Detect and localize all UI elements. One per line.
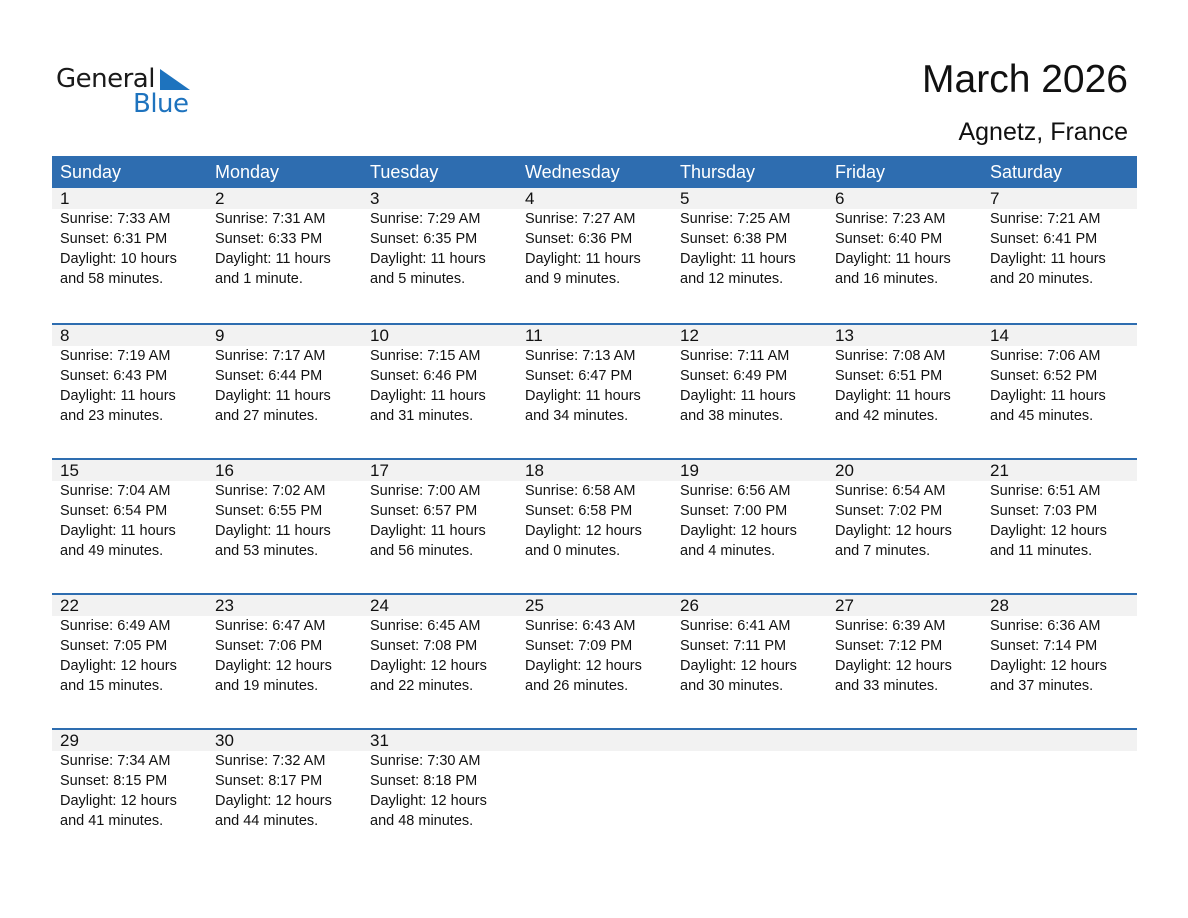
daylight-hours: Daylight: 10 hours bbox=[60, 251, 177, 267]
week-cells bbox=[52, 188, 1137, 289]
daylight-minutes: and 4 minutes. bbox=[680, 543, 776, 559]
daylight-hours: Daylight: 12 hours bbox=[370, 658, 487, 674]
daylight-hours: Daylight: 11 hours bbox=[215, 388, 331, 404]
sunset-time: Sunset: 6:57 PM bbox=[370, 503, 478, 519]
daylight-minutes: and 37 minutes. bbox=[990, 678, 1094, 694]
week-row bbox=[52, 728, 1137, 863]
daylight-hours: Daylight: 11 hours bbox=[370, 251, 486, 267]
sunset-time: Sunset: 7:09 PM bbox=[525, 638, 633, 654]
daylight-minutes: and 30 minutes. bbox=[680, 678, 784, 694]
sunset-time: Sunset: 6:47 PM bbox=[525, 368, 633, 384]
page-title: March 2026 bbox=[922, 58, 1128, 101]
sunrise-time: Sunrise: 6:49 AM bbox=[60, 618, 171, 634]
day-number: 19 bbox=[680, 461, 699, 480]
daylight-minutes: and 23 minutes. bbox=[60, 408, 164, 424]
day-cell bbox=[362, 595, 517, 696]
sunset-time: Sunset: 6:49 PM bbox=[680, 368, 788, 384]
daylight-hours: Daylight: 11 hours bbox=[215, 523, 331, 539]
daylight-minutes: and 12 minutes. bbox=[680, 271, 784, 287]
day-number: 9 bbox=[215, 326, 225, 345]
day-number: 2 bbox=[215, 189, 225, 208]
sunrise-time: Sunrise: 7:19 AM bbox=[60, 348, 171, 364]
daylight-hours: Daylight: 12 hours bbox=[215, 793, 332, 809]
day-cell bbox=[362, 730, 517, 831]
day-cell bbox=[672, 595, 827, 696]
sunrise-time: Sunrise: 6:36 AM bbox=[990, 618, 1101, 634]
sunset-time: Sunset: 6:33 PM bbox=[215, 231, 323, 247]
sunrise-time: Sunrise: 6:56 AM bbox=[680, 483, 791, 499]
day-number: 25 bbox=[525, 596, 544, 615]
sunset-time: Sunset: 6:51 PM bbox=[835, 368, 943, 384]
day-cell bbox=[672, 730, 827, 831]
sunset-time: Sunset: 6:41 PM bbox=[990, 231, 1098, 247]
daylight-hours: Daylight: 12 hours bbox=[680, 523, 797, 539]
day-cell bbox=[982, 460, 1137, 561]
week-row bbox=[52, 188, 1137, 323]
week-row bbox=[52, 323, 1137, 458]
day-cell bbox=[517, 595, 672, 696]
day-number: 23 bbox=[215, 596, 234, 615]
daylight-minutes: and 0 minutes. bbox=[525, 543, 621, 559]
day-number bbox=[680, 730, 827, 751]
day-cell bbox=[517, 730, 672, 831]
day-number bbox=[835, 730, 982, 751]
logo-triangle-icon bbox=[160, 69, 190, 90]
day-cell bbox=[827, 460, 982, 561]
day-cell bbox=[207, 460, 362, 561]
daylight-hours: Daylight: 12 hours bbox=[370, 793, 487, 809]
daylight-hours: Daylight: 12 hours bbox=[215, 658, 332, 674]
sunrise-time: Sunrise: 7:00 AM bbox=[370, 483, 481, 499]
day-cell bbox=[982, 730, 1137, 831]
day-number: 13 bbox=[835, 326, 854, 345]
week-row bbox=[52, 458, 1137, 593]
weekday-header-monday: Monday bbox=[215, 162, 280, 182]
day-number: 24 bbox=[370, 596, 389, 615]
day-number: 8 bbox=[60, 326, 70, 345]
sunset-time: Sunset: 7:11 PM bbox=[680, 638, 787, 654]
daylight-minutes: and 5 minutes. bbox=[370, 271, 466, 287]
logo-text-blue: Blue bbox=[133, 89, 189, 119]
sunrise-time: Sunrise: 7:30 AM bbox=[370, 753, 481, 769]
sunrise-time: Sunrise: 6:58 AM bbox=[525, 483, 636, 499]
daylight-minutes: and 19 minutes. bbox=[215, 678, 319, 694]
sunset-time: Sunset: 6:52 PM bbox=[990, 368, 1098, 384]
daylight-minutes: and 31 minutes. bbox=[370, 408, 474, 424]
sunrise-time: Sunrise: 7:21 AM bbox=[990, 211, 1101, 227]
daylight-minutes: and 26 minutes. bbox=[525, 678, 629, 694]
daylight-hours: Daylight: 11 hours bbox=[835, 251, 951, 267]
day-cell bbox=[362, 188, 517, 289]
day-number: 28 bbox=[990, 596, 1009, 615]
sunset-time: Sunset: 7:14 PM bbox=[990, 638, 1098, 654]
sunrise-time: Sunrise: 6:51 AM bbox=[990, 483, 1101, 499]
day-number: 15 bbox=[60, 461, 79, 480]
sunrise-time: Sunrise: 7:08 AM bbox=[835, 348, 946, 364]
sunset-time: Sunset: 6:35 PM bbox=[370, 231, 478, 247]
day-cell bbox=[982, 188, 1137, 289]
day-cell bbox=[52, 325, 207, 426]
daylight-minutes: and 27 minutes. bbox=[215, 408, 319, 424]
daylight-minutes: and 33 minutes. bbox=[835, 678, 939, 694]
day-cell bbox=[52, 595, 207, 696]
daylight-minutes: and 41 minutes. bbox=[60, 813, 164, 829]
daylight-minutes: and 11 minutes. bbox=[990, 543, 1093, 559]
weekday-header-tuesday: Tuesday bbox=[370, 162, 439, 182]
calendar-grid bbox=[52, 156, 1137, 863]
daylight-minutes: and 56 minutes. bbox=[370, 543, 474, 559]
sunrise-time: Sunrise: 7:33 AM bbox=[60, 211, 171, 227]
sunset-time: Sunset: 6:31 PM bbox=[60, 231, 168, 247]
weekday-header-row bbox=[52, 156, 1137, 188]
general-blue-logo bbox=[56, 64, 196, 120]
sunset-time: Sunset: 8:17 PM bbox=[215, 773, 323, 789]
sunrise-time: Sunrise: 6:41 AM bbox=[680, 618, 791, 634]
weeks-container bbox=[52, 188, 1137, 863]
daylight-hours: Daylight: 11 hours bbox=[60, 523, 176, 539]
sunrise-time: Sunrise: 7:13 AM bbox=[525, 348, 636, 364]
sunrise-time: Sunrise: 7:17 AM bbox=[215, 348, 326, 364]
day-cell bbox=[827, 188, 982, 289]
weekday-header-thursday: Thursday bbox=[680, 162, 756, 182]
daylight-minutes: and 38 minutes. bbox=[680, 408, 784, 424]
sunset-time: Sunset: 6:40 PM bbox=[835, 231, 943, 247]
daylight-hours: Daylight: 11 hours bbox=[990, 251, 1106, 267]
day-number: 20 bbox=[835, 461, 854, 480]
day-number: 4 bbox=[525, 189, 535, 208]
sunset-time: Sunset: 7:02 PM bbox=[835, 503, 943, 519]
week-cells bbox=[52, 595, 1137, 696]
day-number: 21 bbox=[990, 461, 1009, 480]
daylight-hours: Daylight: 12 hours bbox=[990, 658, 1107, 674]
day-cell bbox=[207, 730, 362, 831]
sunrise-time: Sunrise: 7:32 AM bbox=[215, 753, 326, 769]
sunrise-time: Sunrise: 7:23 AM bbox=[835, 211, 946, 227]
day-number: 10 bbox=[370, 326, 389, 345]
day-cell bbox=[517, 188, 672, 289]
daylight-minutes: and 48 minutes. bbox=[370, 813, 474, 829]
sunrise-time: Sunrise: 7:11 AM bbox=[680, 348, 790, 364]
day-cell bbox=[52, 188, 207, 289]
weekday-header-saturday: Saturday bbox=[990, 162, 1063, 182]
day-number bbox=[525, 730, 672, 751]
day-cell bbox=[672, 325, 827, 426]
daylight-hours: Daylight: 11 hours bbox=[370, 388, 486, 404]
day-cell bbox=[982, 325, 1137, 426]
daylight-hours: Daylight: 11 hours bbox=[990, 388, 1106, 404]
day-number: 22 bbox=[60, 596, 79, 615]
daylight-minutes: and 44 minutes. bbox=[215, 813, 319, 829]
day-number: 26 bbox=[680, 596, 699, 615]
weekday-header-friday: Friday bbox=[835, 162, 886, 182]
day-number: 16 bbox=[215, 461, 234, 480]
day-cell bbox=[517, 325, 672, 426]
day-number: 5 bbox=[680, 189, 690, 208]
daylight-hours: Daylight: 11 hours bbox=[680, 251, 796, 267]
day-number: 1 bbox=[60, 189, 70, 208]
sunset-time: Sunset: 7:08 PM bbox=[370, 638, 478, 654]
week-cells bbox=[52, 460, 1137, 561]
daylight-minutes: and 9 minutes. bbox=[525, 271, 621, 287]
day-number: 12 bbox=[680, 326, 699, 345]
sunset-time: Sunset: 6:44 PM bbox=[215, 368, 323, 384]
day-cell bbox=[672, 460, 827, 561]
sunset-time: Sunset: 7:05 PM bbox=[60, 638, 168, 654]
weekday-header-wednesday: Wednesday bbox=[525, 162, 620, 182]
daylight-hours: Daylight: 12 hours bbox=[835, 658, 952, 674]
sunrise-time: Sunrise: 7:15 AM bbox=[370, 348, 481, 364]
day-number: 7 bbox=[990, 189, 1000, 208]
day-number: 6 bbox=[835, 189, 845, 208]
logo-text-general: General bbox=[56, 64, 155, 94]
day-cell bbox=[362, 325, 517, 426]
daylight-minutes: and 20 minutes. bbox=[990, 271, 1094, 287]
daylight-hours: Daylight: 11 hours bbox=[680, 388, 796, 404]
sunrise-time: Sunrise: 6:45 AM bbox=[370, 618, 481, 634]
week-cells bbox=[52, 730, 1137, 831]
day-cell bbox=[827, 325, 982, 426]
day-cell bbox=[982, 595, 1137, 696]
daylight-minutes: and 53 minutes. bbox=[215, 543, 319, 559]
sunset-time: Sunset: 6:38 PM bbox=[680, 231, 788, 247]
daylight-minutes: and 1 minute. bbox=[215, 271, 303, 287]
sunrise-time: Sunrise: 7:31 AM bbox=[215, 211, 326, 227]
sunset-time: Sunset: 6:58 PM bbox=[525, 503, 633, 519]
sunset-time: Sunset: 6:55 PM bbox=[215, 503, 323, 519]
daylight-minutes: and 42 minutes. bbox=[835, 408, 939, 424]
daylight-hours: Daylight: 12 hours bbox=[60, 793, 177, 809]
day-cell bbox=[207, 325, 362, 426]
daylight-hours: Daylight: 11 hours bbox=[60, 388, 176, 404]
sunset-time: Sunset: 6:36 PM bbox=[525, 231, 633, 247]
daylight-minutes: and 45 minutes. bbox=[990, 408, 1094, 424]
week-cells bbox=[52, 325, 1137, 426]
day-cell bbox=[52, 730, 207, 831]
sunrise-time: Sunrise: 7:29 AM bbox=[370, 211, 481, 227]
location-subtitle: Agnetz, France bbox=[958, 118, 1128, 146]
sunset-time: Sunset: 6:46 PM bbox=[370, 368, 478, 384]
sunset-time: Sunset: 8:18 PM bbox=[370, 773, 478, 789]
sunrise-time: Sunrise: 6:54 AM bbox=[835, 483, 946, 499]
day-number: 17 bbox=[370, 461, 389, 480]
sunrise-time: Sunrise: 7:34 AM bbox=[60, 753, 171, 769]
sunrise-time: Sunrise: 7:02 AM bbox=[215, 483, 326, 499]
day-cell bbox=[517, 460, 672, 561]
day-number bbox=[990, 730, 1137, 751]
daylight-hours: Daylight: 12 hours bbox=[525, 523, 642, 539]
day-number: 27 bbox=[835, 596, 854, 615]
day-cell bbox=[207, 595, 362, 696]
day-cell bbox=[827, 730, 982, 831]
daylight-hours: Daylight: 12 hours bbox=[680, 658, 797, 674]
sunset-time: Sunset: 6:43 PM bbox=[60, 368, 168, 384]
daylight-minutes: and 34 minutes. bbox=[525, 408, 629, 424]
daylight-hours: Daylight: 12 hours bbox=[990, 523, 1107, 539]
day-cell bbox=[207, 188, 362, 289]
daylight-minutes: and 16 minutes. bbox=[835, 271, 939, 287]
week-row bbox=[52, 593, 1137, 728]
sunset-time: Sunset: 7:03 PM bbox=[990, 503, 1098, 519]
sunset-time: Sunset: 8:15 PM bbox=[60, 773, 168, 789]
daylight-hours: Daylight: 12 hours bbox=[525, 658, 642, 674]
sunrise-time: Sunrise: 6:39 AM bbox=[835, 618, 946, 634]
sunrise-time: Sunrise: 7:06 AM bbox=[990, 348, 1101, 364]
daylight-hours: Daylight: 11 hours bbox=[370, 523, 486, 539]
day-number: 14 bbox=[990, 326, 1009, 345]
daylight-hours: Daylight: 11 hours bbox=[215, 251, 331, 267]
daylight-minutes: and 15 minutes. bbox=[60, 678, 164, 694]
day-cell bbox=[52, 460, 207, 561]
daylight-minutes: and 22 minutes. bbox=[370, 678, 474, 694]
day-number: 3 bbox=[370, 189, 380, 208]
sunrise-time: Sunrise: 7:27 AM bbox=[525, 211, 636, 227]
sunset-time: Sunset: 7:06 PM bbox=[215, 638, 323, 654]
day-number: 11 bbox=[525, 326, 543, 345]
sunrise-time: Sunrise: 6:47 AM bbox=[215, 618, 326, 634]
daylight-minutes: and 58 minutes. bbox=[60, 271, 164, 287]
daylight-hours: Daylight: 11 hours bbox=[525, 388, 641, 404]
daylight-hours: Daylight: 12 hours bbox=[835, 523, 952, 539]
daylight-hours: Daylight: 11 hours bbox=[835, 388, 951, 404]
sunrise-time: Sunrise: 6:43 AM bbox=[525, 618, 636, 634]
day-number: 18 bbox=[525, 461, 544, 480]
daylight-hours: Daylight: 11 hours bbox=[525, 251, 641, 267]
day-number: 29 bbox=[60, 731, 79, 750]
sunrise-time: Sunrise: 7:04 AM bbox=[60, 483, 171, 499]
day-number: 31 bbox=[370, 731, 389, 750]
daylight-minutes: and 7 minutes. bbox=[835, 543, 931, 559]
day-number: 30 bbox=[215, 731, 234, 750]
sunset-time: Sunset: 7:00 PM bbox=[680, 503, 788, 519]
sunrise-time: Sunrise: 7:25 AM bbox=[680, 211, 791, 227]
daylight-minutes: and 49 minutes. bbox=[60, 543, 164, 559]
day-cell bbox=[672, 188, 827, 289]
sunset-time: Sunset: 7:12 PM bbox=[835, 638, 943, 654]
day-cell bbox=[362, 460, 517, 561]
daylight-hours: Daylight: 12 hours bbox=[60, 658, 177, 674]
day-cell bbox=[827, 595, 982, 696]
sunset-time: Sunset: 6:54 PM bbox=[60, 503, 168, 519]
weekday-header-sunday: Sunday bbox=[60, 162, 122, 182]
